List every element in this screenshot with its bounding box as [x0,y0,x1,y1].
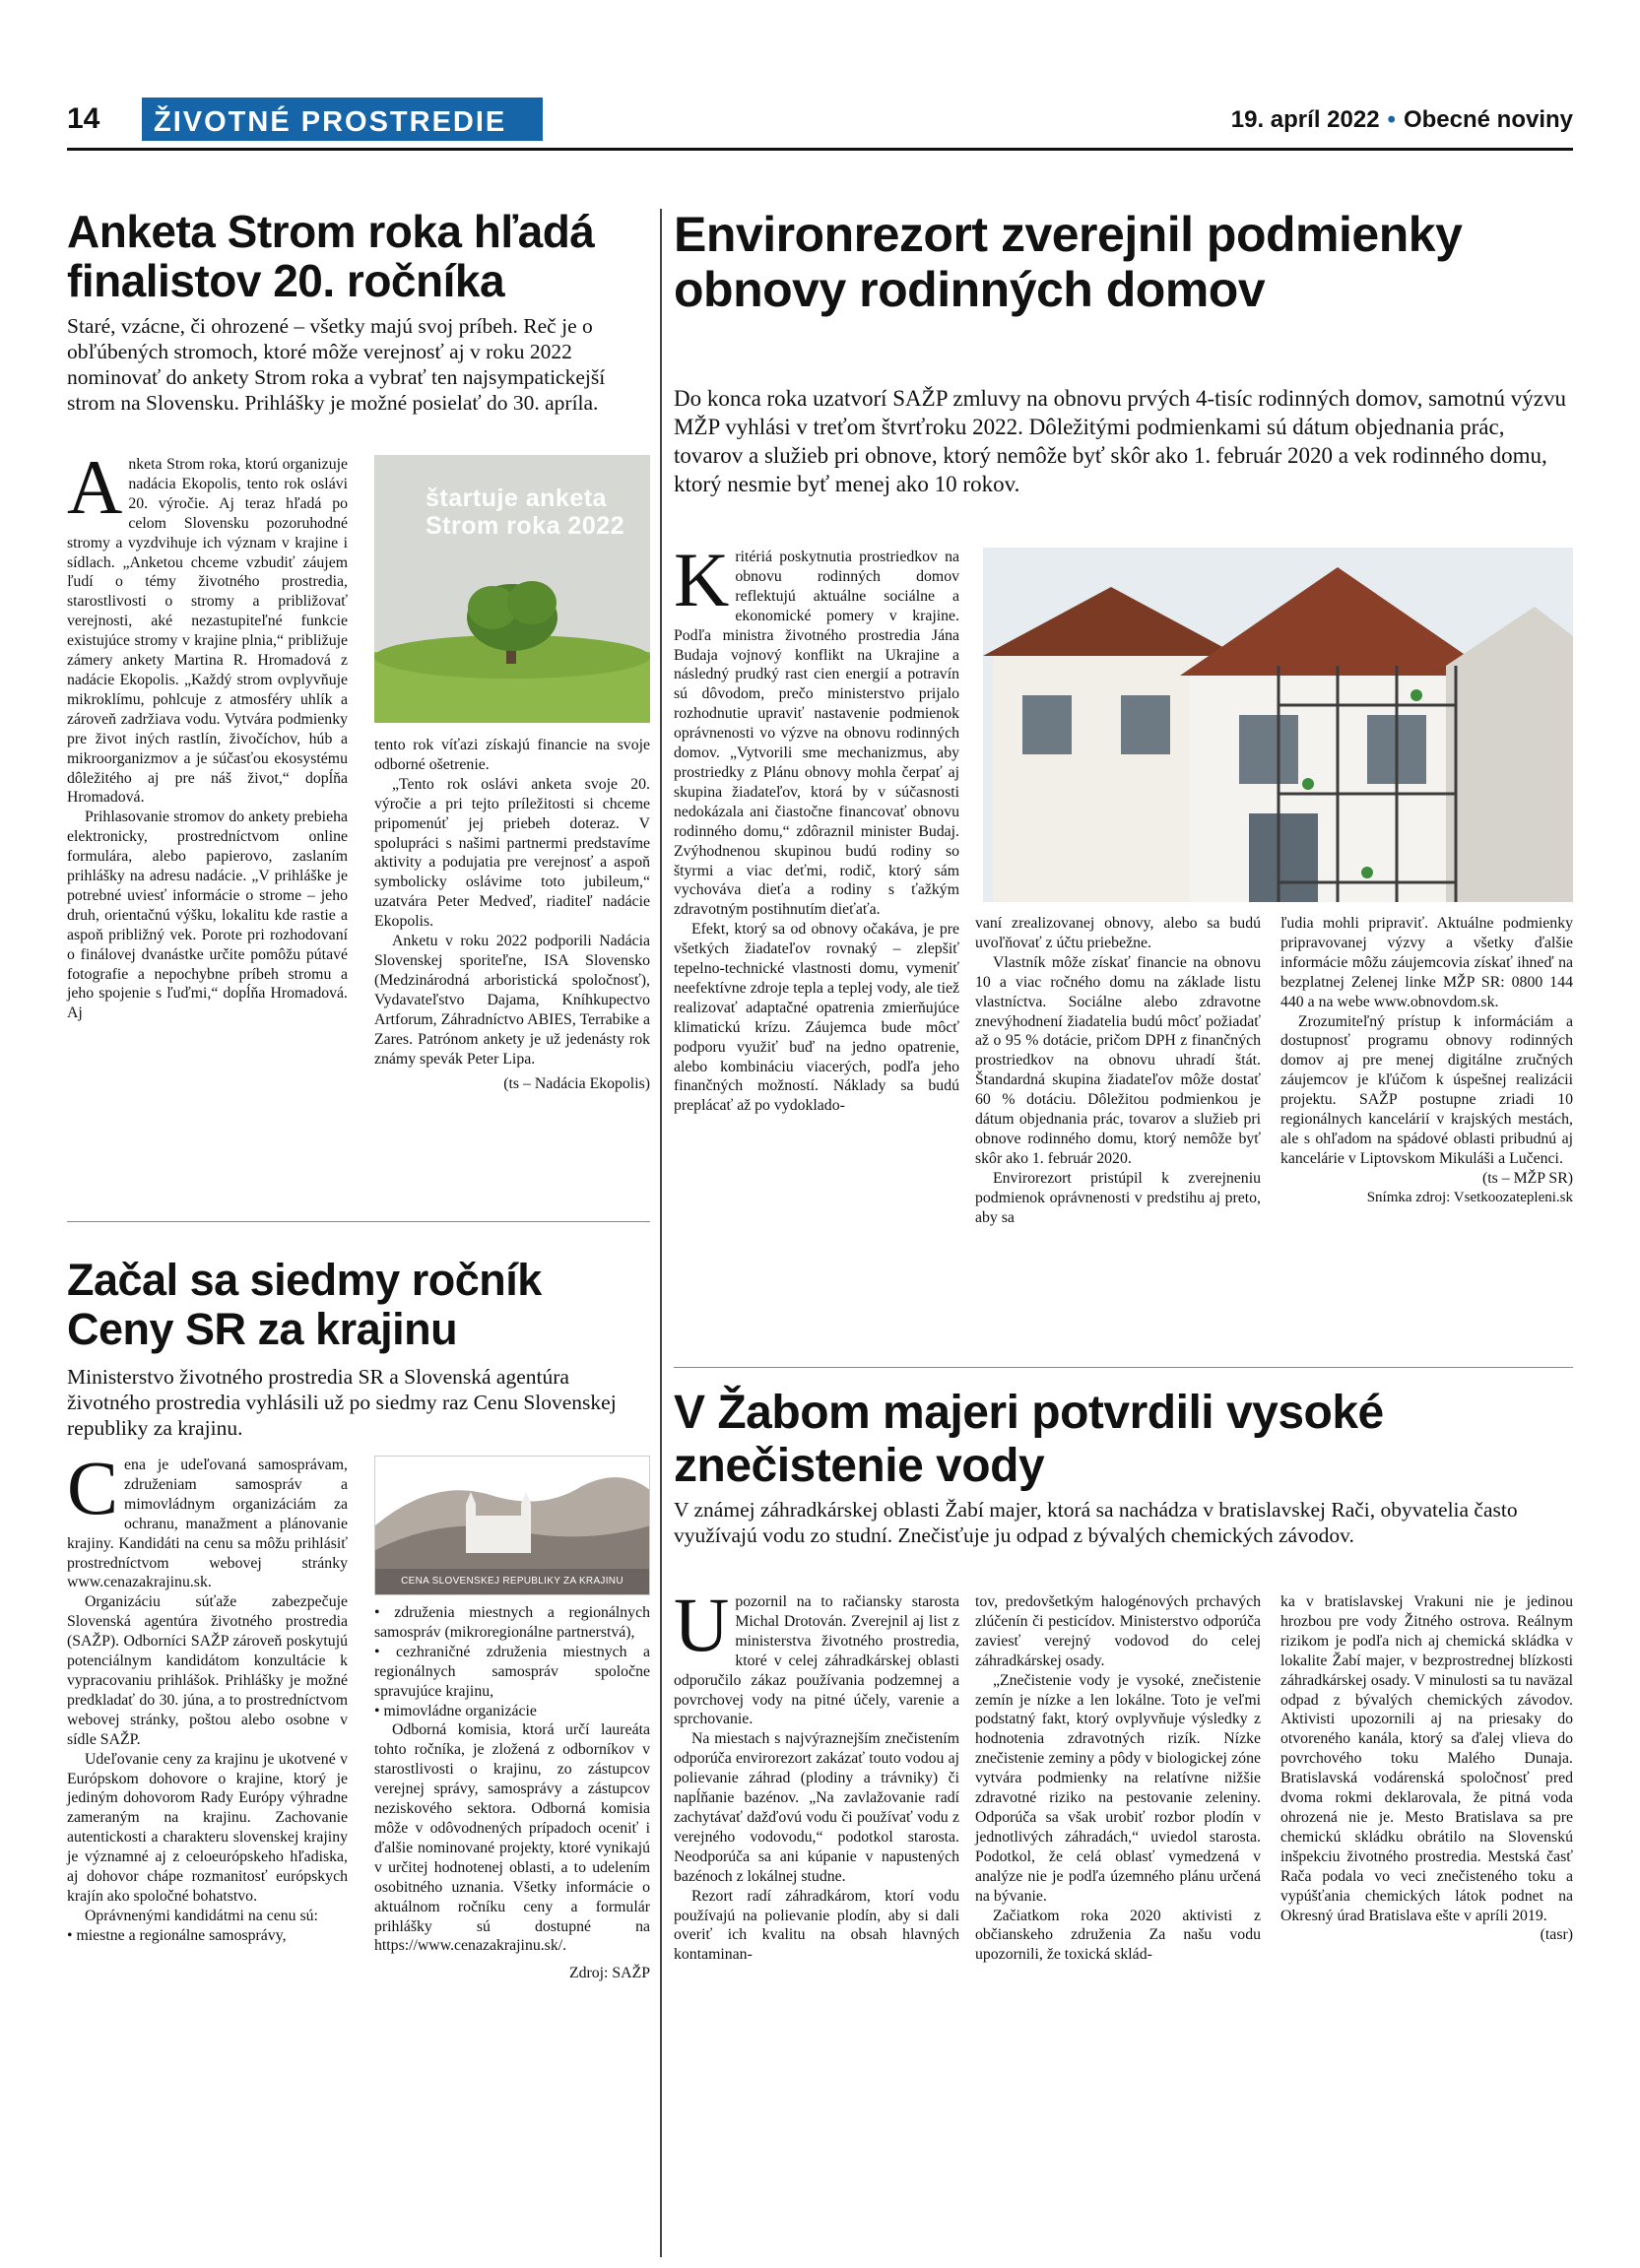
article-b-column-2 [975,914,1261,1228]
column-divider [660,209,662,2257]
headline-cena-za-krajinu: Začal sa siedmy ročník Ceny SR za krajinu [67,1255,542,1354]
bullet-item: • miestne a regionálne samosprávy, [67,1926,287,1944]
article-b-column-1 [674,537,959,1116]
paragraph: Envirorezort pristúpil k zverejneniu podmienok oprávnenosti v predstihu aj preto, aby sa [975,1169,1261,1226]
article-d-column-2 [975,1592,1261,1965]
publication-name: Obecné noviny [1403,106,1573,133]
photo-credit: Snímka zdroj: Vsetkoozatepleni.sk [1366,1189,1573,1205]
signature: (ts – Nadácia Ekopolis) [503,1075,650,1093]
paragraph: tento rok víťazi získajú financie na svoje odborné ošetrenie. [374,737,650,773]
paragraph: „Tento rok oslávi anketa svoje 20. výročie a pri tejto príležitosti si chceme pripomenúť jej priebeh doteraz. V spolupráci s našimi partnermi predstavíme aktivity a podujatia pre verejnosť a aspoň symbolicky oslávime toto jubileum,“ uzatvára Peter Medveď, riaditeľ nadácie Ekopolis. [374,775,650,931]
paragraph: vaní zrealizovanej obnovy, alebo sa budú uvoľňovať z účtu priebežne. [975,915,1261,951]
article-b-column-3 [1280,914,1573,1208]
article-a-column-2 [374,736,650,1094]
paragraph: Oprávnenými kandidátmi na cenu sú: [85,1907,318,1924]
lead-environrezort: Do konca roka uzatvorí SAŽP zmluvy na obnovu prvých 4-tisíc rodinných domov, samotnú výzvu MŽP vyhlási v treťom štvrťroku 2022. Dôležitými podmienkami sú dátum objednania prác, tovarov a služieb pri obnove, ktorý nemôže byť skôr ako 1. február 2020 a vek rodinného domu, ktorý nesmie byť menej ako 10 rokov. [674,386,1566,496]
headline-strom-roka: Anketa Strom roka hľadá finalistov 20. ročníka [67,206,595,306]
headline-environrezort: Environrezort zverejnil podmienky obnovy rodinných domov [674,207,1463,317]
article-divider-left [67,1221,650,1222]
house-renovation-photo [983,548,1573,902]
signature: Zdroj: SAŽP [568,1965,650,1982]
article-c-column-2 [374,1603,650,1983]
paragraph: Začiatkom roka 2020 aktivisti z občianskeho združenia Za našu vodu upozornili, že toxická sklád- [975,1907,1261,1964]
dropcap: C [67,1445,119,1530]
article-d-column-1 [674,1582,959,1965]
strom-roka-image [374,455,650,723]
page-number: 14 [67,102,100,135]
paragraph: Rezort radí záhradkárom, ktorí vodu používajú na polievanie plodín, aby si dali overiť ich kvalitu na obsah hlavných kontaminan- [674,1887,959,1964]
signature: (tasr) [1540,1926,1573,1944]
bullet-item: • cezhraničné združenia miestnych a regionálnych samospráv spoločne spravujúce krajinu, [374,1643,651,1700]
lead-strom-roka: Staré, vzácne, či ohrozené – všetky majú svoj príbeh. Reč je o obľúbených stromoch, ktoré môže verejnosť aj v roku 2022 nominovať do ankety Strom roka a vybrať ten najsympatickejší strom na Slovensku. Prihlášky je možné posielať do 30. apríla. [67,314,606,415]
header-rule [67,148,1573,151]
separator-dot: • [1387,106,1396,133]
headline-zabi-majer: V Žabom majeri potvrdili vysoké znečistenie vody [674,1387,1384,1492]
issue-info [1231,106,1573,134]
paragraph: Odborná komisia, ktorá určí laureáta tohto ročníka, je zložená z odborníkov v starostlivosti o krajinu, zo zástupcov verejnej správy, samosprávy a zástupcov neziskového sektora. Odborná komisia môže v odôvodnených prípadoch oceniť i ďalšie nominované projekty, ktoré vynikajú v určitej hodnotenej oblasti, a to udelením osobitného uznania. Všetky informácie o aktuálnom ročníku ceny a formulár prihlášky sú dostupné na https://www.cenazakrajinu.sk/. [374,1721,650,1955]
article-c-column-1 [67,1445,348,1946]
paragraph: ľudia mohli pripraviť. Aktuálne podmienky pripravovanej výzvy a všetky ďalšie informácie môžu záujemcovia získať ihneď na bezplatnej Zelenej linke MŽP SR: 0800 144 440 a na webe www.obnovdom.sk. [1280,915,1573,1010]
lead-zabi-majer: V známej záhradkárskej oblasti Žabí majer, ktorá sa nachádza v bratislavskej Rači, obyvatelia často využívajú vodu zo studní. Znečisťuje ju odpad z bývalých chemických závodov. [674,1498,1518,1547]
section-label: ŽIVOTNÉ PROSTREDIE [143,98,542,140]
paragraph: „Znečistenie vody je vysoké, znečistenie zemín je nízke a len lokálne. Toto je veľmi podstatný fakt, ktorý ovplyvňuje výsledky z hodnotenia zdravotných rizík. Nízke znečistenie zeminy a pôdy v biologickej zóne vytvára podmienky na relatívne nižšie zdravotné riziko na pestovanie zeleniny. Odporúča sa však urobiť rozbor plodín v jednotlivých záhradách,“ uviedol starosta. Podotkol, že celá oblasť vymedzená v analýze nie je podľa územného plánu určená na bývanie. [975,1671,1261,1905]
logo-caption: CENA SLOVENSKEJ REPUBLIKY ZA KRAJINU [375,1569,649,1594]
paragraph: tov, predovšetkým halogénových prchavých zlúčenín či pesticídov. Ministerstvo odporúča zaviesť verejný vodovod do celej záhradkárskej osady. [975,1593,1261,1669]
paragraph: Organizáciu súťaže zabezpečuje Slovenská agentúra životného prostredia (SAŽP). Odborníci SAŽP zároveň poskytujú potenciálnym kandidátom konzultácie k vypracovaniu prihlášok. Prihlášky je možné predkladať do 30. júna, a to prostredníctvom webovej stránky, poštou alebo osobne v sídle SAŽP. [67,1593,348,1748]
article-divider-right [674,1367,1573,1368]
paragraph: Efekt, ktorý sa od obnovy očakáva, je pre všetkých žiadateľov rovnaký – zlepšiť tepelno-technické vlastnosti domu, vymeniť neefektívne zdroje tepla a teplej vody, ale tiež realizovať adaptačné opatrenia zmierňujúce klimatickú krízu. Záujemca bude môcť podporu využiť buď na jedno opatrenie, alebo kombináciu viacerých, podľa jeho finančných možností. Náklady sa budú preplácať až po vydoklado- [674,921,959,1115]
house-illustration [983,548,1573,902]
paragraph: Vlastník môže získať financie na obnovu 10 a viac ročného domu na základe listu vlastníctva. Sociálne alebo zdravotne znevýhodnení žiadatelia budú môcť požiadať až o 95 % dotácie, pričom DPH z finančných prostriedkov na obnovu uhradí štát. Štandardná skupina žiadateľov môže dostať 60 % dotáciu. Dôležitou podmienkou je dátum objednania prác, tovarov a služieb pri obnove rodinného domu, ktorý nemôže byť skôr ako 1. február 2020. [975,953,1261,1167]
dropcap: K [674,537,730,622]
dropcap: A [67,444,123,530]
paragraph: Na miestach s najvýraznejším znečistením odporúča envirorezort zakázať touto vodou aj polievanie záhrad (plodiny a trávniky) či napĺňanie bazénov. „Na zavlažovanie radí zachytávať dažďovú vodu či používať vodu z verejného vodovodu,“ podotkol starosta. Neodporúča sa ani kúpanie v napustených bazénoch z lokálnej studne. [674,1730,959,1885]
article-d-column-3 [1280,1592,1573,1945]
article-a-column-1 [67,444,348,1023]
paragraph: ka v bratislavskej Vrakuni nie je jedinou hrozbou pre vody Žitného ostrova. Reálnym rizikom je podľa nich aj chemická skládka v lokalite Žabí majer, v bezprostrednej blízkosti záhradkárskej osady. V minulosti sa tu naväzal odpad z bývalých chemických závodov. Aktivisti upozornili aj na priesaky do otvoreného kanála, ktorý sa ďalej vlieva do povrchového toku Malého Dunaja. Bratislavská vodárenská spoločnosť pred dvoma rokmi deklarovala, že pitná voda ohrozená nie je. Mesto Bratislava sa pre chemickú skládku obrátilo na Slovenskú inšpekciu životného prostredia. Mestská časť Rača podala vo veci znečisteného toku a vypúšťania chemických látok podnet na Okresný úrad Bratislava ešte v apríli 2019. [1280,1593,1573,1924]
signature: (ts – MŽP SR) [1481,1169,1573,1187]
lead-cena-za-krajinu: Ministerstvo životného prostredia SR a Slovenská agentúra životného prostredia vyhlásili už po siedmy raz Cenu Slovenskej republiky za krajinu. [67,1365,617,1440]
paragraph: Zrozumiteľný prístup k informáciám a dostupnosť programu obnovy rodinných domov aj pre menej digitálne zručných záujemcov je kľúčom k úspešnej realizácii projektu. SAŽP postupne zriadi 10 regionálnych kancelárií v krajských mestách, ale s ohľadom na spádové oblasti pribudnú aj kancelárie v Liptovskom Mikuláši a Lučenci. [1280,1012,1573,1167]
paragraph: Udeľovanie ceny za krajinu je ukotvené v Európskom dohovore o krajine, ktorý je jediným dohovorom Rady Európy výhradne zameraným na krajinu. Zachovanie autentickosti a charakteru slovenskej krajiny je významné aj z celoeurópskeho hľadiska, aj dohovor chápe rozmanitosť európskych krajín ako spoločné bohatstvo. [67,1750,348,1905]
paragraph: Prihlasovanie stromov do ankety prebieha elektronicky, prostredníctvom online formulára, alebo papierovo, zaslaním prihlášky na adresu nadácie. „V prihláške je potrebné uviesť informácie o strome – jeho druh, orientačnú výšku, lokalitu kde rastie a aspoň približný vek. Porote pri rozhodovaní o finálovej dvanástke určite pomôžu pútavé fotografie a nepochybne príbeh stromu a jeho spojenie s ľuďmi,“ dopĺňa Hromadová. Aj [67,809,348,1022]
paragraph: pozornil na to račiansky starosta Michal Drotován. Zverejnil aj list z ministerstva životného prostredia, ktoré v celej záhradkárskej oblasti odporučilo zákaz používania podzemnej a povrchovej vody na pitné účely, varenie a sprchovanie. [674,1593,959,1728]
paragraph: ritériá poskytnutia prostriedkov na obnovu rodinných domov reflektujú aktuálne sociálne a ekonomické pomery v krajine. Podľa ministra životného prostredia Jána Budaja vojnový konflikt na Ukrajine a následný prudký rast cien energií a potravín sú dôvodom, prečo ministerstvo prijalo rozhodnutie upraviť nastavenie podmienok oprávnenosti vo výzve na obnovu rodinných domov. „Vytvorili sme mechanizmus, aby prostriedky z Plánu obnovy mohla čerpať aj skupina žiadateľov, ktorá by v súčasnosti nedokázala ani čiastočne financovať obnovu rodinného domu,“ zdôraznil minister Budaj. Zvýhodnenou skupinou budú rodiny so štyrmi a viac deťmi, rodič, ktorý sám vychováva dieťa a rodiny s ťažkým zdravotným postihnutím dieťaťa. [674,549,959,919]
dropcap: U [674,1582,730,1667]
paragraph: nketa Strom roka, ktorú organizuje nadácia Ekopolis, tento rok oslávi 20. výročie. Aj teraz hľadá po celom Slovensku pozoruhodné stromy a vyzdvihuje ich význam v krajine i sídlach. „Anketou chceme vzbudiť záujem ľudí o témy životného prostredia, starostlivosti o stromy a približovať verejnosti, aké nezastupiteľné funkcie existujúce stromy v krajine plnia,“ približuje zámery ankety Martina R. Hromadová z nadácie Ekopolis. „Každý strom ovplyvňuje mikroklímu, pohlcuje z atmosféry uhlík a zároveň zadržiava vodu. Vytvára podmienky pre život iných rastlín, živočíchov, húb a mikroorganizmov a je súčasťou ekosystému dôležitého aj pre náš život,“ dopĺňa Hromadová. [67,456,348,807]
cena-za-krajinu-logo [374,1456,650,1595]
bullet-item: • mimovládne organizácie [374,1702,537,1719]
image-text: štartuje anketa Strom roka 2022 [426,485,625,540]
issue-date: 19. apríl 2022 [1230,106,1380,133]
paragraph: Anketu v roku 2022 podporili Nadácia Slovenskej sporiteľne, ISA Slovensko (Medzinárodná arboristická spoločnosť), Vydavateľstvo Dajama, Kníhkupectvo Artforum, Záhradníctvo ABIES, Terrabike a Zares. Patrónom ankety je už jedenásty rok známy spevák Peter Lipa. [374,933,650,1068]
paragraph: ena je udeľovaná samosprávam, združeniam samospráv a mimovládnym organizáciám za ochranu, manažment a plánovanie krajiny. Kandidáti na cenu sa môžu prihlásiť prostredníctvom webovej stránky www.cenazakrajinu.sk. [67,1457,348,1591]
bullet-item: • združenia miestnych a regionálnych samospráv (mikroregionálne partnerstvá), [374,1604,650,1641]
